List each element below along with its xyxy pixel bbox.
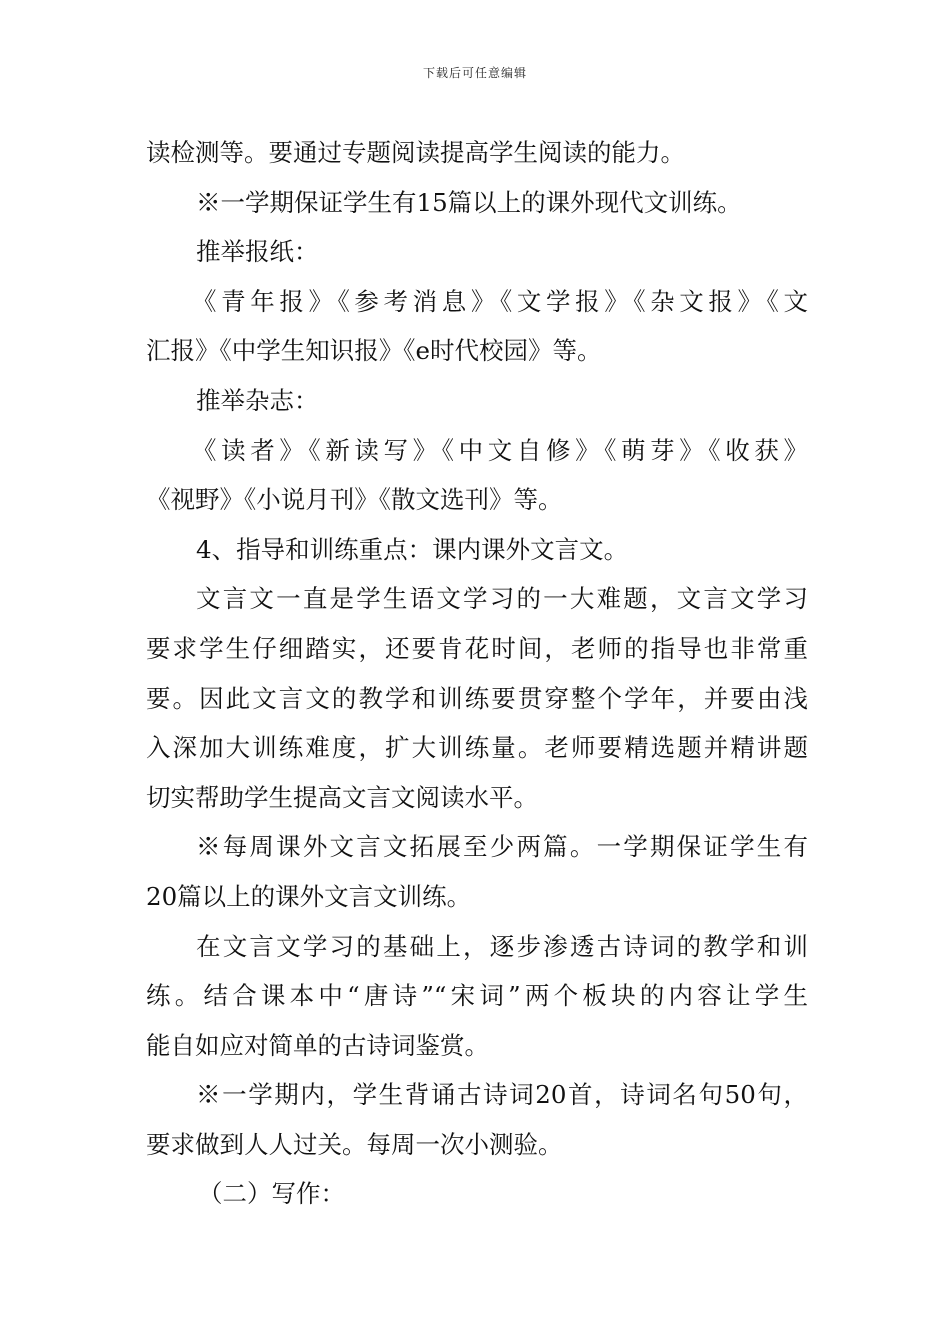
text-line: 《读者》《新读写》《中文自修》《萌芽》《收获》: [192, 435, 808, 465]
text-line: 读检测等。要通过专题阅读提高学生阅读的能力。: [146, 138, 685, 167]
text-line: ※一学期保证学生有15篇以上的课外现代文训练。: [196, 187, 742, 217]
text-line: 在文言文学习的基础上，逐步渗透古诗词的教学和训: [196, 931, 808, 961]
text-line: 《青年报》《参考消息》《文学报》《杂文报》《文: [192, 286, 808, 316]
section-heading: （二）写作：: [198, 1179, 345, 1209]
text-line: 入深加大训练难度，扩大训练量。老师要精选题并精讲题: [146, 733, 808, 763]
text-line: 《视野》《小说月刊》《散文选刊》等。: [146, 485, 563, 515]
text-line: 推举杂志：: [196, 385, 319, 415]
text-line: 20篇以上的课外文言文训练。: [146, 881, 472, 911]
text-line: 4、指导和训练重点：课内课外文言文。: [196, 534, 629, 564]
page-header: 下载后可任意编辑: [422, 66, 527, 80]
text-line: 汇报》《中学生知识报》《e时代校园》等。: [146, 336, 602, 366]
text-line: 推举报纸：: [196, 237, 319, 267]
text-line: 能自如应对简单的古诗词鉴赏。: [146, 1030, 489, 1060]
text-line: ※每周课外文言文拓展至少两篇。一学期保证学生有: [196, 832, 808, 862]
text-line: 文言文一直是学生语文学习的一大难题，文言文学习: [196, 584, 808, 614]
text-line: 练。结合课本中“唐诗”“宋词”两个板块的内容让学生: [146, 981, 808, 1011]
document-body: [146, 128, 808, 1219]
text-line: ※一学期内，学生背诵古诗词20首，诗词名句50句，: [196, 1080, 808, 1110]
text-line: 要。因此文言文的教学和训练要贯穿整个学年，并要由浅: [146, 683, 808, 713]
text-line: 要求学生仔细踏实，还要肯花时间，老师的指导也非常重: [146, 633, 808, 663]
text-line: 要求做到人人过关。每周一次小测验。: [146, 1129, 563, 1159]
text-line: 切实帮助学生提高文言文阅读水平。: [146, 782, 538, 812]
